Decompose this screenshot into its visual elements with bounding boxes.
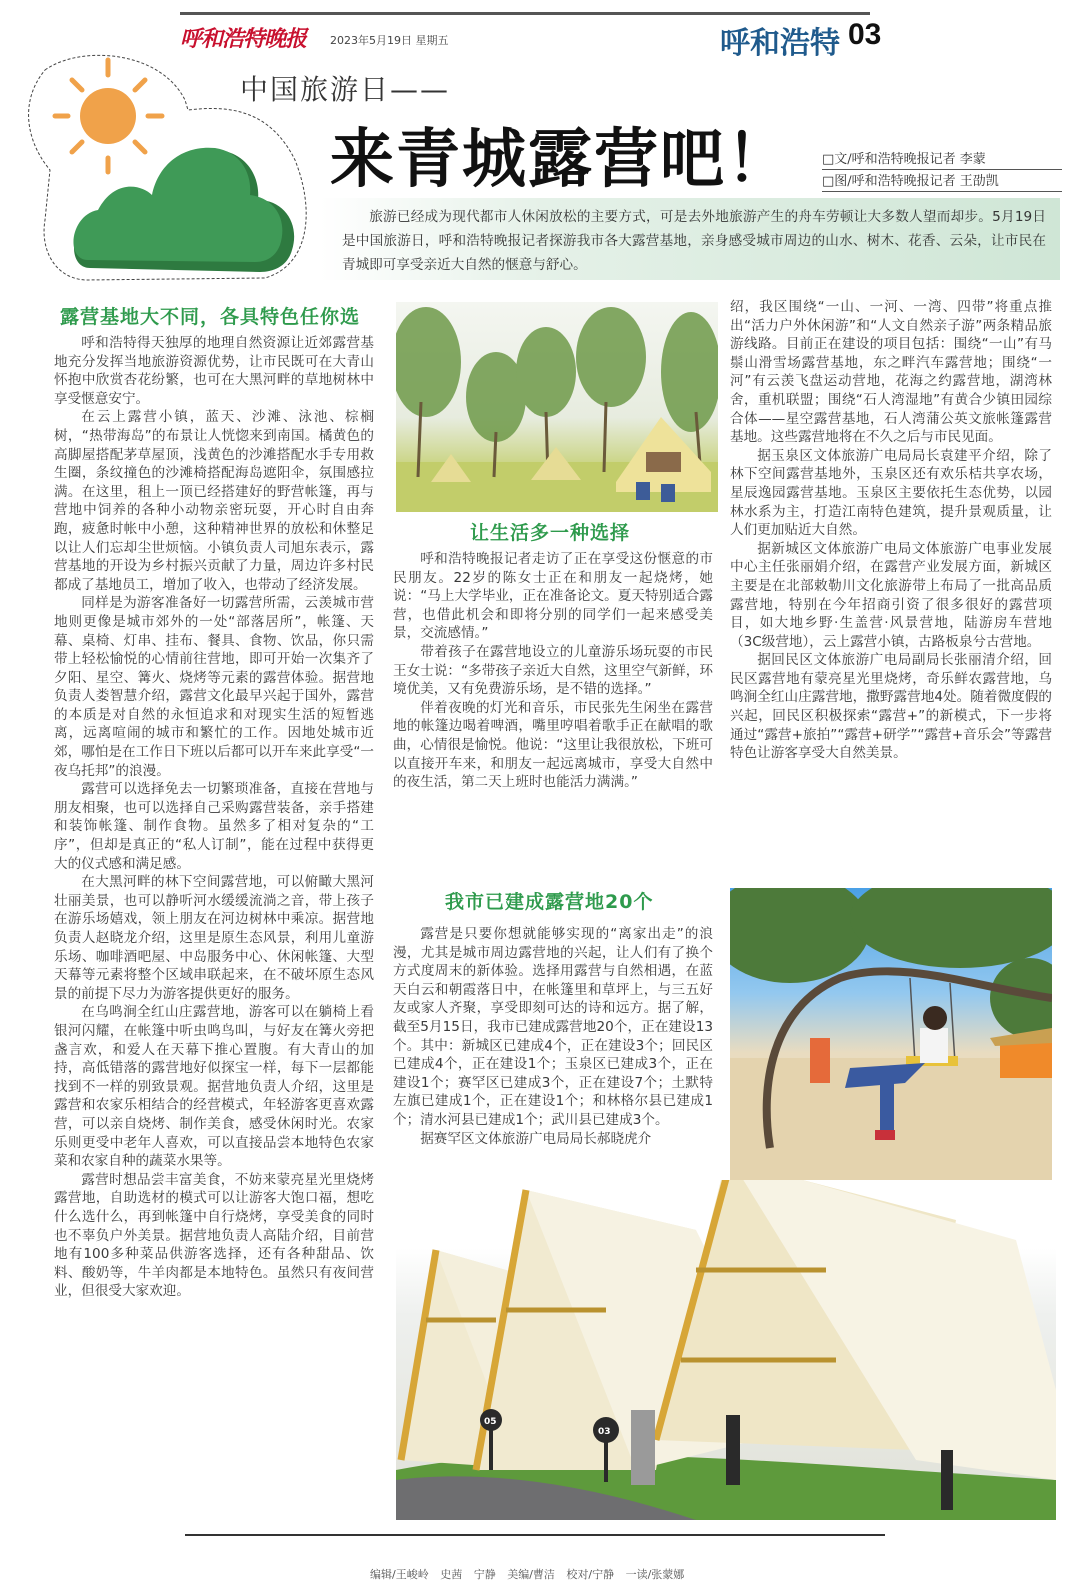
paragraph: 据赛罕区文体旅游广电局局长郝晓虎介 bbox=[420, 1130, 652, 1147]
article-headline: 来青城露营吧！ bbox=[330, 123, 792, 197]
paragraph: 据回民区文体旅游广电局副局长张丽清介绍，回民区露营地有蒙亮星光里烧烤，奇乐鲜农露营地，乌鸣涧全红山庄露营地，撒野露营地4处。随着微度假的兴起，回民区积极探索“露营+”的新模式，下一步将通过“露营+旅拍”“露营+研学”“露营+音乐会”等露营特色让游客享受大自然美景。 bbox=[730, 652, 1052, 762]
section-name: 呼和浩特 bbox=[720, 27, 840, 60]
paragraph: 据新城区文体旅游广电局文体旅游广电事业发展中心主任张丽娟介绍，在露营产业发展方面，新城区主要是在北部敕勒川文化旅游带上布局了一批高品质露营地，特别在今年招商引资了很多很好的露营项目，如大地乡野·生盖营·风景营地，陆游房车营地（3C级营地），云上露营小镇，古路板泉兮古营地。 bbox=[730, 540, 1052, 650]
paragraph: 在云上露营小镇，蓝天、沙滩、泳池、棕榈树，“热带海岛”的布景让人恍惚来到南国。橘黄色的高脚屋搭配茅草屋顶，浅黄色的沙滩搭配水手专用救生圈，条纹撞色的沙滩椅搭配海岛遮阳伞，氛围感拉满。在这里，租上一顶已经搭建好的野营帐篷，再与营地中饲养的各种小动物亲密玩耍，开心时自由奔跑，疲惫时帐中小憩，这种精神世界的放松和休整足以让人们忘却尘世烦恼。小镇负责人司旭东表示，露营基地的开设为乡村振兴贡献了力量，周边许多村民都成了基地员工，增加了收入，也带动了经济发展。 bbox=[54, 409, 374, 593]
paragraph: 据玉泉区文体旅游广电局局长袁建平介绍，除了林下空间露营基地外，玉泉区还有欢乐桔共享农场，星辰逸园露营基地。玉泉区主要依托生态优势，以园林水系为主，打造江南特色建筑，提升景观质量，让人们更加贴近大自然。 bbox=[730, 447, 1052, 539]
paragraph: 带着孩子在露营地设立的儿童游乐场玩耍的市民王女士说：“多带孩子亲近大自然，这里空气新鲜，环境优美，又有免费游乐场，是不错的选择。” bbox=[393, 643, 713, 698]
bottom-rule bbox=[185, 1534, 885, 1536]
tent-sign-05: 05 bbox=[484, 1417, 497, 1427]
article-intro: 旅游已经成为现代都市人休闲放松的主要方式，可是去外地旅游产生的舟车劳顿让大多数人望而却步。5月19日是中国旅游日，呼和浩特晚报记者探游我市各大露营基地，亲身感受城市周边的山水、树木、花香、云朵，让市民在青城即可享受亲近大自然的惬意与舒心。 bbox=[320, 198, 1060, 280]
column-continued bbox=[730, 298, 1052, 763]
photo-woman-on-swing bbox=[730, 888, 1052, 1188]
paragraph: 露营可以选择免去一切繁琐准备，直接在营地与朋友相聚，也可以选择自己采购露营装备，亲手搭建和装饰帐篷、制作食物。虽然多了相对复杂的“工序”，但却是真正的“私人订制”，能在过程中获得更大的仪式感和满足感。 bbox=[54, 781, 374, 872]
paragraph: 在乌鸣涧全红山庄露营地，游客可以在躺椅上看银河闪耀，在帐篷中听虫鸣鸟叫，与好友在篝火旁把盏言欢，和爱人在天幕下推心置腹。有大青山的加持，高低错落的露营地好似探宝一样，每下一层都能找到不一样的别致景观。据营地负责人介绍，这里是露营和农家乐相结合的经营模式，年轻游客更喜欢露营，可以亲自烧烤、制作美食，感受休闲时光。农家乐则更受中老年人喜欢，可以直接品尝本地特色农家菜和农家自种的蔬菜水果等。 bbox=[54, 1004, 374, 1170]
page-number: 03 bbox=[848, 18, 882, 51]
paragraph: 在大黑河畔的林下空间露营地，可以俯瞰大黑河壮丽美景，也可以静听河水缓缓流淌之音，带上孩子在游乐场嬉戏，领上朋友在河边树林中乘凉。据营地负责人赵晓龙介绍，这里是原生态风景，利用儿童游乐场、咖啡酒吧屋、中岛服务中心、休闲帐篷、大型天幕等元素将整个区域串联起来，在不破坏原生态风景的前提下尽力为游客提供更好的服务。 bbox=[54, 874, 374, 1002]
paragraph: 露营时想品尝丰富美食，不妨来蒙亮星光里烧烤露营地，自助选材的模式可以让游客大饱口福，想吃什么选什么，再到帐篷中自行烧烤，享受美食的同时也不辜负户外美景。据营地负责人高陆介绍，目前营地有100多种菜品供游客选择，还有各种甜品、饮料、酸奶等，牛羊肉都是本地特色。虽然只有夜间营业，但很受大家欢迎。 bbox=[54, 1171, 374, 1300]
swing-image bbox=[730, 888, 1052, 1188]
paragraph: 露营是只要你想就能够实现的“离家出走”的浪漫，尤其是城市周边露营地的兴起，让人们有了换个方式度周末的新体验。选择用露营与自然相遇，在蓝天白云和朝霞落日中，在帐篷里和草坪上，与三五好友或家人齐聚，享受即刻可达的诗和远方。据了解，截至5月15日，我市已建成露营地20个，正在建设13个。其中：新城区已建成4个，正在建设3个；回民区已建成4个，正在建设1个；玉泉区已建成3个，正在建设1个；赛罕区已建成3个，正在建设7个；土默特左旗已建成1个，正在建设1个；和林格尔县已建成1个；清水河县已建成1个；武川县已建成3个。 bbox=[393, 926, 713, 1128]
newspaper-logo: 呼和浩特晚报 bbox=[180, 26, 307, 52]
section-title-more-choices: 让生活多一种选择 bbox=[470, 522, 631, 544]
paragraph: 绍，我区围绕“一山、一河、一湾、四带”将重点推出“活力户外休闲游”和“人文自然亲子游”两条精品旅游线路。目前正在建设的项目包括：围绕“一山”有马鬃山滑雪场露营基地，东之畔汽车露营地；围绕“一河”有云羡飞盘运动营地，花海之约露营地，湖湾林舍，重机联盟；围绕“石人湾湿地”有黄合少镇田园综合体——星空露营基地，石人湾蒲公英文旅帐篷露营基地。这些露营地将在不久之后与市民见面。 bbox=[730, 299, 1052, 446]
photo-byline: □图/呼和浩特晚报记者 王劭凯 bbox=[822, 170, 1062, 192]
tents-trees-image bbox=[396, 302, 718, 512]
column-camp-bases bbox=[54, 334, 374, 1301]
issue-date: 2023年5月19日 星期五 bbox=[330, 34, 449, 47]
column-more-choices bbox=[393, 550, 713, 792]
photo-a-frame-tents bbox=[396, 1180, 1056, 1520]
text-byline: □文/呼和浩特晚报记者 李蒙 bbox=[822, 148, 1062, 170]
section-title-camp-count: 我市已建成露营地20个 bbox=[445, 891, 654, 913]
paragraph: 伴着夜晚的灯光和音乐，市民张先生闲坐在露营地的帐篷边喝着啤酒，嘴里哼唱着歌手正在献唱的歌曲，心情很是愉悦。他说：“这里让我很放松，下班可以直接开车来，和朋友一起远离城市，享受大自然中的夜生活，第二天上班时也能活力满满。” bbox=[393, 699, 713, 791]
section-title-camp-bases: 露营基地大不同，各具特色任你选 bbox=[60, 306, 361, 328]
paragraph: 呼和浩特得天独厚的地理自然资源让近郊露营基地充分发挥当地旅游资源优势，让市民既可在大青山怀抱中欣赏杏花纷繁，也可在大黑河畔的草地树林中享受惬意安宁。 bbox=[54, 335, 374, 407]
a-frame-tents-image bbox=[396, 1180, 1056, 1520]
paragraph: 呼和浩特晚报记者走访了正在享受这份惬意的市民朋友。22岁的陈女士正在和朋友一起烧烤，她说：“马上大学毕业，正在准备论文。夏天特别适合露营，也借此机会和即将分别的同学们一起来感受美景，交流感情。” bbox=[393, 551, 713, 642]
column-camp-count bbox=[393, 925, 713, 1148]
top-rule bbox=[180, 12, 870, 15]
editorial-credits: 编辑/王峻岭 史茜 宁静 美编/曹洁 校对/宁静 一读/张蒙娜 bbox=[370, 1568, 685, 1581]
photo-tents-among-trees bbox=[396, 302, 718, 512]
article-kicker: 中国旅游日—— bbox=[240, 73, 451, 106]
tent-sign-03: 03 bbox=[598, 1427, 611, 1437]
paragraph: 同样是为游客准备好一切露营所需，云羡城市营地则更像是城市郊外的一处“部落居所”，帐篷、天幕、桌椅、灯串、挂布、餐具、食物、饮品，你只需带上轻松愉悦的心情前往营地，即可开始一次集齐了夕阳、星空、篝火、烧烤等元素的露营体验。据营地负责人娄智慧介绍，露营文化最早兴起于国外，露营的本质是对自然的永恒追求和对现实生活的短暂逃离，远离喧闹的城市和繁忙的工作。因地处城市近郊，哪怕是在工作日下班以后都可以开车来此享受“一夜乌托邦”的浪漫。 bbox=[54, 595, 374, 779]
